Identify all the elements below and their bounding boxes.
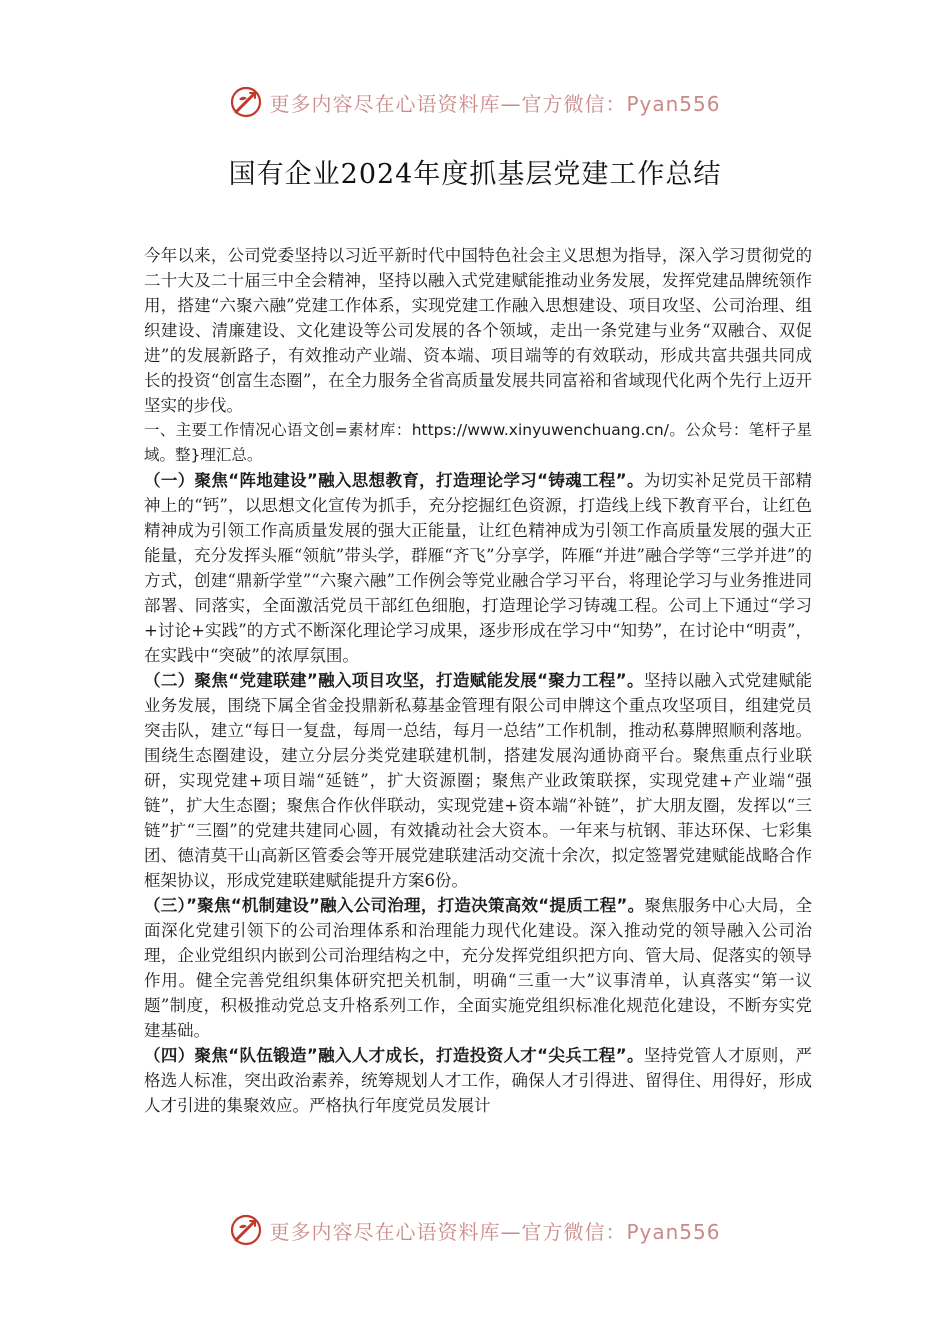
paragraph-1-body: 为切实补足党员干部精神上的“钙”，以思想文化宣传为抓手，充分挖掘红色资源，打造线上线下教育平台，让红色精神成为引领工作高质量发展的强大正能量，让红色精神成为引领工作高质量发展的强大正能量，充分发挥头雁“领航”带头学，群雁“齐飞”分享学，阵雁“并进”融合学等“三学并进”的方式，创建“鼎新学堂”“六聚六融”工作例会等党业融合学习平台，将理论学习与业务推进同部署、同落实，全面激活党员干部红色细胞，打造理论学习铸魂工程。公司上下通过“学习+讨论+实践”的方式不断深化理论学习成果，逐步形成在学习中“知势”，在讨论中“明责”，在实践中“突破”的浓厚氛围。 bbox=[144, 471, 812, 665]
paragraph-2-body: 坚持以融入式党建赋能业务发展，围绕下属全省金投鼎新私募基金管理有限公司申牌这个重点攻坚项目，组建党员突击队，建立“每日一复盘，每周一总结，每月一总结”工作机制，推动私募牌照顺利落地。围绕生态圈建设，建立分层分类党建联建机制，搭建发展沟通协商平台。聚焦重点行业联研，实现党建+项目端“延链”，扩大资源圈；聚焦产业政策联探，实现党建+产业端“强链”，扩大生态圈；聚焦合作伙伴联动，实现党建+资本端“补链”，扩大朋友圈，发挥以“三链”扩“三圈”的党建共建同心圆，有效撬动社会大资本。一年来与杭钢、菲达环保、七彩集团、德清莫干山高新区管委会等开展党建联建活动交流十余次，拟定签署党建赋能战略合作框架协议，形成党建联建赋能提升方案6份。 bbox=[144, 671, 812, 890]
watermark-text: 更多内容尽在心语资料库—官方微信：Pyan556 bbox=[269, 1219, 721, 1244]
document-title: 国有企业2024年度抓基层党建工作总结 bbox=[228, 159, 722, 190]
paragraph-2 bbox=[144, 668, 812, 893]
watermark-header bbox=[0, 82, 950, 122]
intro-paragraph: 今年以来，公司党委坚持以习近平新时代中国特色社会主义思想为指导，深入学习贯彻党的二十大及二十届三中全会精神，坚持以融入式党建赋能推动业务发展，发挥党建品牌统领作用，搭建“六聚六融”党建工作体系，实现党建工作融入思想建设、项目攻坚、公司治理、组织建设、清廉建设、文化建设等公司发展的各个领域，走出一条党建与业务“双融合、双促进”的发展新路子，有效推动产业端、资本端、项目端等的有效联动，形成共富共强共同成长的投资“创富生态圈”，在全力服务全省高质量发展共同富裕和省域现代化两个先行上迈开坚实的步伐。 bbox=[144, 246, 812, 415]
paragraph-1-heading: （一）聚焦“阵地建设”融入思想教育，打造理论学习“铸魂工程”。 bbox=[144, 471, 644, 490]
watermark-text: 更多内容尽在心语资料库—官方微信：Pyan556 bbox=[269, 91, 721, 116]
document-body bbox=[144, 243, 812, 1118]
paragraph-2-heading: （二）聚焦“党建联建”融入项目攻坚，打造赋能发展“聚力工程”。 bbox=[144, 671, 644, 690]
paragraph-1 bbox=[144, 468, 812, 668]
watermark-footer bbox=[0, 1210, 950, 1250]
paragraph-3-heading: （三）”聚焦“机制建设”融入公司治理，打造决策高效“提质工程”。 bbox=[144, 896, 645, 915]
paragraph-4-heading: （四）聚焦“队伍锻造”融入人才成长，打造投资人才“尖兵工程”。 bbox=[144, 1046, 644, 1065]
brand-logo-icon bbox=[229, 85, 263, 119]
brand-logo-icon bbox=[229, 1213, 263, 1247]
paragraph-3 bbox=[144, 893, 812, 1043]
section-heading: 一、主要工作情况心语文创=素材库：https://www.xinyuwenchuang.cn/。公众号：笔杆子星域。整}理汇总。 bbox=[144, 421, 812, 464]
paragraph-3-body: 聚焦服务中心大局，全面深化党建引领下的公司治理体系和治理能力现代化建设。深入推动党的领导融入公司治理，企业党组织内嵌到公司治理结构之中，充分发挥党组织把方向、管大局、促落实的领导作用。健全完善党组织集体研究把关机制，明确“三重一大”议事清单，认真落实“第一议题”制度，积极推动党总支升格系列工作，全面实施党组织标准化规范化建设，不断夯实党建基础。 bbox=[144, 896, 812, 1040]
paragraph-4-body: 坚持党管人才原则，严格选人标准，突出政治素养，统筹规划人才工作，确保人才引得进、留得住、用得好，形成人才引进的集聚效应。严格执行年度党员发展计 bbox=[144, 1046, 812, 1115]
paragraph-4 bbox=[144, 1043, 812, 1118]
